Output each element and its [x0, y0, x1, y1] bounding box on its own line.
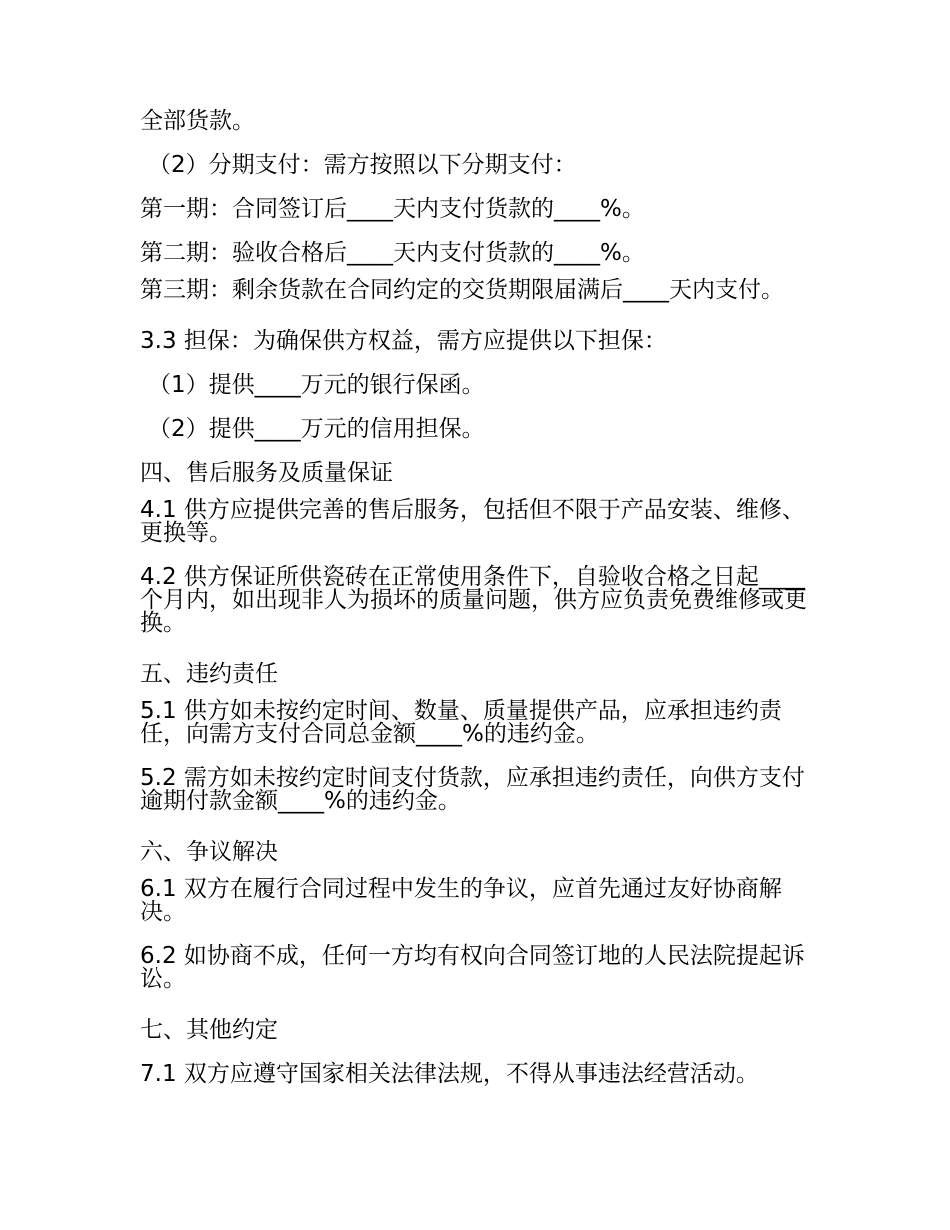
section-heading-other: 七、其他约定 — [140, 1017, 278, 1043]
paragraph-guarantee-2: （2）提供____万元的信用担保。 — [148, 416, 485, 442]
paragraph-4-2: 4.2 供方保证所供瓷砖在正常使用条件下，自验收合格之日起____个月内，如出现非人为损坏的质量问题，供方应负责免费维修或更换。 — [140, 564, 807, 636]
paragraph-5-1: 5.1 供方如未按约定时间、数量、质量提供产品，应承担违约责任，向需方支付合同总金额____%的违约金。 — [140, 698, 782, 747]
paragraph-5-2: 5.2 需方如未按约定时间支付货款，应承担违约责任，向供方支付逾期付款金额____%的违约金。 — [140, 765, 805, 814]
paragraph-installment-heading: （2）分期支付：需方按照以下分期支付： — [148, 152, 577, 178]
paragraph-6-2: 6.2 如协商不成，任何一方均有权向合同签订地的人民法院提起诉讼。 — [140, 943, 805, 992]
paragraph-guarantee-1: （1）提供____万元的银行保函。 — [148, 372, 485, 398]
paragraph-installment-2: 第二期：验收合格后____天内支付货款的____%。 — [140, 240, 645, 266]
paragraph-guarantee-heading: 3.3 担保：为确保供方权益，需方应提供以下担保： — [140, 328, 667, 354]
section-heading-breach: 五、违约责任 — [140, 661, 278, 687]
paragraph-installment-3: 第三期：剩余货款在合同约定的交货期限届满后____天内支付。 — [140, 277, 784, 303]
paragraph-7-1: 7.1 双方应遵守国家相关法律法规，不得从事违法经营活动。 — [140, 1061, 759, 1087]
contract-body — [140, 103, 808, 1100]
section-heading-after-sales: 四、售后服务及质量保证 — [140, 460, 393, 486]
section-heading-dispute: 六、争议解决 — [140, 839, 278, 865]
paragraph-4-1: 4.1 供方应提供完善的售后服务，包括但不限于产品安装、维修、更换等。 — [140, 497, 805, 546]
paragraph-installment-1: 第一期：合同签订后____天内支付货款的____%。 — [140, 196, 645, 222]
paragraph-6-1: 6.1 双方在履行合同过程中发生的争议，应首先通过友好协商解决。 — [140, 876, 782, 925]
paragraph-payment-tail: 全部货款。 — [140, 108, 255, 134]
